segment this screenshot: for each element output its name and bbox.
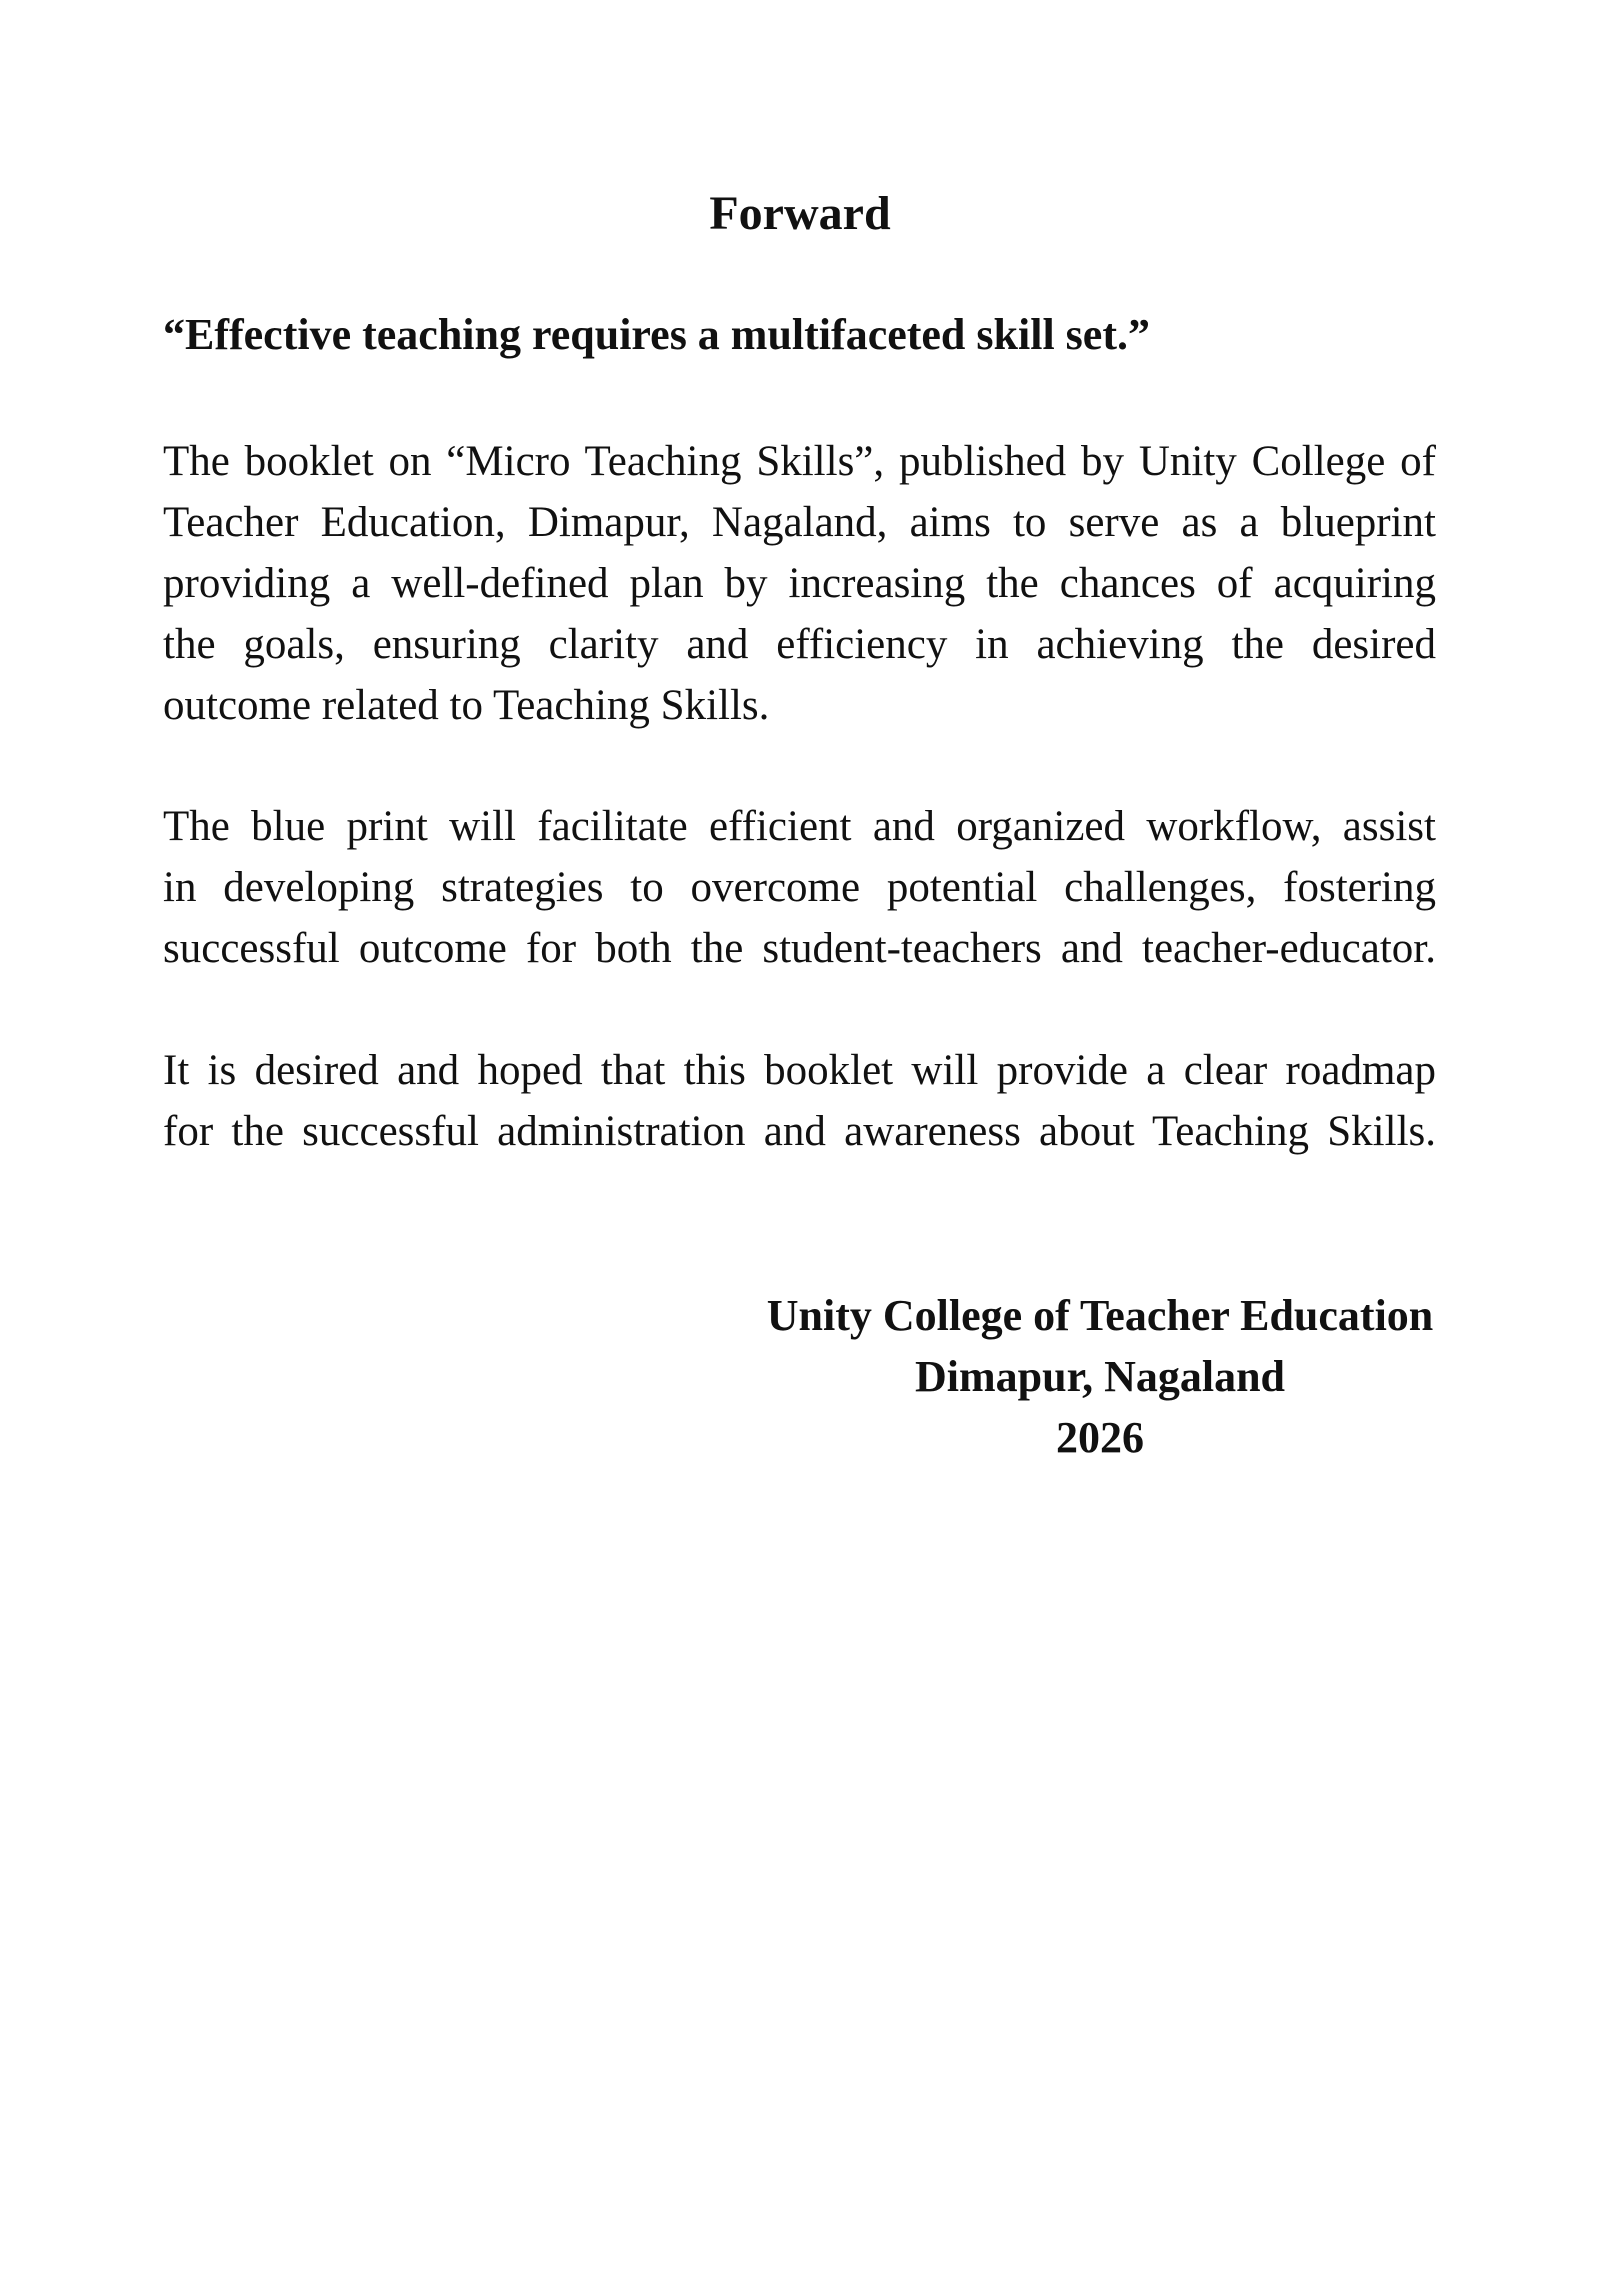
signature-year: 2026 — [1056, 1413, 1144, 1462]
paragraph-1 — [163, 431, 1436, 736]
epigraph-quote: “Effective teaching requires a multifaceted skill set.” — [163, 310, 1150, 359]
paragraph-line: Teacher Education, Dimapur, Nagaland, aims to serve as a blueprint — [163, 499, 1436, 546]
signature-location: Dimapur, Nagaland — [914, 1352, 1286, 1401]
paragraph-line: in developing strategies to overcome potential challenges, fostering — [163, 864, 1436, 911]
paragraph-line: The blue print will facilitate efficient and organized workflow, assist — [163, 803, 1436, 850]
paragraph-line: for the successful administration and awareness about Teaching Skills. — [163, 1108, 1436, 1155]
paragraph-line: successful outcome for both the student-teachers and teacher-educator. — [163, 925, 1436, 972]
paragraph-line: providing a well-defined plan by increasing the chances of acquiring — [163, 560, 1436, 607]
paragraph-2 — [163, 796, 1436, 979]
page-title: Forward — [709, 187, 891, 240]
signature-block — [740, 1285, 1460, 1468]
paragraph-3 — [163, 1040, 1436, 1162]
signature-institution: Unity College of Teacher Education — [766, 1291, 1434, 1340]
paragraph-line: the goals, ensuring clarity and efficiency in achieving the desired — [163, 621, 1436, 668]
paragraph-line: outcome related to Teaching Skills. — [163, 682, 770, 729]
paragraph-line: It is desired and hoped that this booklet will provide a clear roadmap — [163, 1047, 1436, 1094]
paragraph-line: The booklet on “Micro Teaching Skills”, published by Unity College of — [163, 438, 1436, 485]
